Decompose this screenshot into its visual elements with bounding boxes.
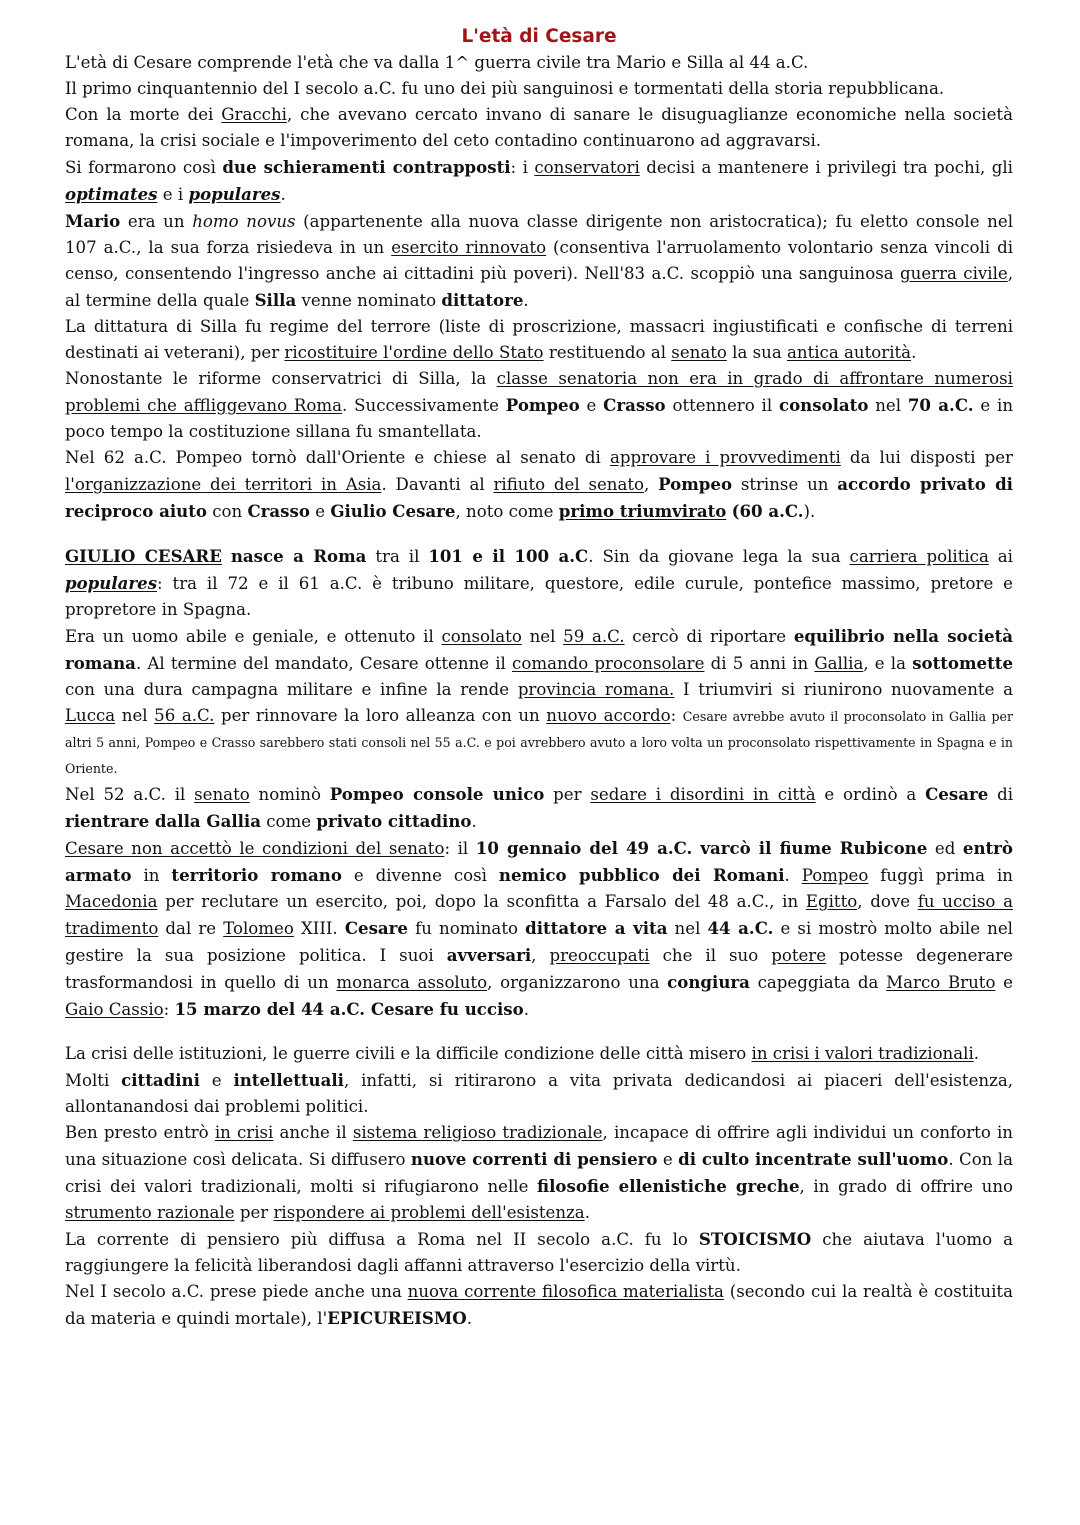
text: . (280, 185, 286, 204)
text: nel (521, 627, 564, 646)
bold-text: nemico pubblico dei Romani (498, 865, 785, 885)
underlined-text: fu ucciso a tradimento (65, 892, 1013, 938)
paragraph-gap (65, 525, 1013, 543)
text: come (260, 812, 317, 831)
underlined-text: consolato (441, 627, 522, 646)
bold-text: filosofie ellenistiche greche (537, 1176, 800, 1196)
bold-text: dittatore a vita (525, 918, 668, 938)
text: Molti (65, 1071, 122, 1090)
text: , organizzarono una (487, 973, 668, 992)
underlined-text: Lucca (65, 706, 116, 725)
text: che aiutava l'uomo a raggiungere la felicità liberandosi dagli affanni attraverso l'esercizio della virtù. (65, 1230, 1013, 1275)
text: . (584, 1203, 590, 1222)
text: e (657, 1150, 679, 1169)
text: . (466, 1309, 473, 1328)
bold-text: congiura (667, 972, 750, 992)
underlined-text: sistema religioso tradizionale (352, 1123, 603, 1142)
text: La dittatura di Silla fu regime del terrore (liste di proscrizione, massacri ingiustificati e confische di terreni destinati ai veterani), per (65, 317, 1013, 362)
text: . Davanti al (381, 475, 494, 494)
text: e si mostrò molto abile nel gestire la sua posizione politica. I suoi (65, 919, 1013, 965)
bold-text: di culto incentrate sull'uomo (678, 1149, 949, 1169)
text: , in grado di offrire uno (799, 1177, 1013, 1196)
text: potesse degenerare trasformandosi in quello di un (65, 946, 1013, 992)
bold-text: Cesare (344, 918, 408, 938)
underlined-text: in crisi (214, 1123, 274, 1142)
text: Nel 62 a.C. Pompeo tornò dall'Oriente e chiese al senato di (65, 448, 610, 467)
underlined-text: comando proconsolare (512, 654, 705, 673)
bold-text: privato cittadino (316, 811, 472, 831)
text: , che avevano cercato invano di sanare le disuguaglianze economiche nella società romana, la crisi sociale e l'impoverimento del ceto contadino continuarono ad aggravarsi. (65, 105, 1013, 150)
text: : (163, 1000, 175, 1019)
text: , (644, 475, 659, 494)
bold-text: 44 a.C. (707, 918, 774, 938)
underlined-text: provincia romana. (517, 680, 675, 699)
bold-text: nasce a Roma (230, 546, 367, 566)
text: venne nominato (296, 291, 442, 310)
text: per (234, 1203, 274, 1222)
underlined-text: Macedonia (65, 892, 158, 911)
text: Nel I secolo a.C. prese piede anche una (65, 1282, 408, 1301)
text: . Con la crisi dei valori tradizionali, molti si rifugiarono nelle (65, 1150, 1013, 1196)
text: fuggì prima in (868, 866, 1013, 885)
paragraph (65, 1279, 1013, 1332)
bold-text: cittadini (121, 1070, 200, 1090)
bold-underlined-text: GIULIO CESARE (65, 546, 222, 566)
text: anche il (273, 1123, 353, 1142)
text: che il suo (649, 946, 772, 965)
underlined-text: sedare i disordini in città (590, 785, 816, 804)
page-title: L'età di Cesare (461, 26, 617, 47)
text: . (784, 866, 802, 885)
underlined-text: Egitto (805, 892, 858, 911)
bold-text: dittatore (441, 290, 524, 310)
underlined-text: Marco Bruto (886, 973, 996, 992)
underlined-text: 56 a.C. (154, 706, 215, 725)
text: e (309, 502, 331, 521)
text: . Successivamente (342, 396, 506, 415)
text: capeggiata da (749, 973, 887, 992)
bold-text: nuove correnti di pensiero (410, 1149, 658, 1169)
bold-text: (60 a.C. (731, 501, 804, 521)
text: . Al termine del mandato, Cesare ottenne il (135, 654, 513, 673)
underlined-text: senato (194, 785, 250, 804)
underlined-text: rifiuto del senato (493, 475, 645, 494)
bold-text: 10 gennaio del 49 a.C. varcò il fiume Rubicone (475, 838, 928, 858)
text: , e la (863, 654, 913, 673)
text: ottennero il (665, 396, 779, 415)
text: per rinnovare la loro alleanza con un (214, 706, 547, 725)
text: Nonostante le riforme conservatrici di Silla, la (65, 369, 497, 388)
text: da lui disposti per (840, 448, 1013, 467)
underlined-text: nuova corrente filosofica materialista (407, 1282, 724, 1301)
text: . (973, 1044, 980, 1063)
bold-text: EPICUREISMO (327, 1308, 467, 1328)
text: per (544, 785, 591, 804)
text: ed (927, 839, 963, 858)
bold-text: 101 e il 100 a.C (428, 546, 589, 566)
bold-underlined-text: primo triumvirato (558, 501, 727, 521)
underlined-text: Pompeo (801, 866, 869, 885)
bold-text: Giulio Cesare (330, 501, 456, 521)
text: per reclutare un esercito, poi, dopo la sconfitta a Farsalo del 48 a.C., in (157, 892, 806, 911)
bold-text: 15 marzo del 44 a.C. Cesare fu ucciso (174, 999, 524, 1019)
text: , al termine della quale (65, 264, 1013, 310)
bold-text: entrò armato (65, 838, 1013, 885)
underlined-text: 59 a.C. (563, 627, 625, 646)
text: Nel 52 a.C. il (65, 785, 195, 804)
bold-text: Pompeo (505, 395, 580, 415)
underlined-text: in crisi i valori tradizionali (751, 1044, 974, 1063)
text: . (911, 343, 917, 362)
text: tra il (366, 547, 429, 566)
text: con una dura campagna militare e infine la rende (65, 680, 518, 699)
bold-text: Crasso (603, 395, 666, 415)
text: . Sin da giovane lega la sua (588, 547, 850, 566)
text: e in poco tempo la costituzione sillana fu smantellata. (65, 396, 1014, 441)
text: decisi a mantenere i privilegi tra pochi, gli (639, 158, 1013, 177)
text: : (670, 706, 683, 725)
text: nel (667, 919, 708, 938)
underlined-text: potere (771, 946, 827, 965)
bold-text: equilibrio nella società romana (65, 626, 1013, 673)
paragraph (65, 1226, 1013, 1279)
bold-text: consolato (778, 395, 869, 415)
paragraph (65, 366, 1013, 445)
text: e (579, 396, 604, 415)
underlined-text: Gracchi (221, 105, 287, 124)
small-note-text: Cesare avrebbe avuto il proconsolato in Gallia per altri 5 anni, Pompeo e Crasso sarebbero stati consoli nel 55 a.C. e poi avrebbero avuto a loro volta un proconsolato rispettivamente in Spagna e in Oriente. (65, 709, 1013, 776)
text: fu nominato (407, 919, 526, 938)
text: la sua (726, 343, 787, 362)
bold-text: Silla (254, 290, 297, 310)
text: (secondo cui la realtà è costituita da materia e quindi mortale), l' (65, 1282, 1013, 1328)
underlined-text: classe senatoria non era in grado di affrontare numerosi problemi che affliggevano Roma (65, 369, 1013, 415)
text: nominò (249, 785, 330, 804)
paragraph (65, 445, 1013, 525)
text: e i (157, 185, 189, 204)
text: era un (120, 212, 193, 231)
text: e ordinò a (815, 785, 926, 804)
paragraph (65, 314, 1013, 366)
bold-text: Cesare (925, 784, 989, 804)
text: I triumviri si riunirono nuovamente a (674, 680, 1013, 699)
paragraph (65, 1067, 1013, 1120)
underlined-text: Gallia (814, 654, 864, 673)
bold-text: avversari (446, 945, 532, 965)
paragraph (65, 1120, 1013, 1226)
text: Con la morte dei (65, 105, 222, 124)
italic-text: homo novus (192, 212, 296, 231)
underlined-text: Cesare non accettò le condizioni del senato (65, 839, 445, 858)
text: e (995, 973, 1013, 992)
bold-text: due schieramenti contrapposti (222, 157, 511, 177)
text: : i (510, 158, 535, 177)
paragraph (65, 543, 1013, 623)
text: Il primo cinquantennio del I secolo a.C. fu uno dei più sanguinosi e tormentati della storia repubblicana. (65, 79, 945, 98)
paragraph (65, 208, 1013, 314)
paragraph-gap (65, 1023, 1013, 1041)
text: . (471, 812, 477, 831)
paragraph (65, 76, 1013, 102)
underlined-text: senato (671, 343, 727, 362)
bold-text: territorio romano (171, 865, 342, 885)
text: ). (803, 502, 816, 521)
text: L'età di Cesare comprende l'età che va dalla 1^ guerra civile tra Mario e Silla al 44 a.C. (65, 53, 809, 72)
text: . (523, 291, 529, 310)
underlined-text: preoccupati (549, 946, 650, 965)
underlined-text: ricostituire l'ordine dello Stato (284, 343, 544, 362)
bold-text: Pompeo console unico (329, 784, 545, 804)
text: (consentiva l'arruolamento volontario senza vincoli di censo, consentendo l'ingresso anche ai cittadini più poveri). Nell'83 a.C. scoppiò una sanguinosa (65, 238, 1014, 283)
bold-text: intellettuali (233, 1070, 344, 1090)
paragraph (65, 781, 1013, 835)
text: : il (444, 839, 476, 858)
text: e divenne così (341, 866, 499, 885)
underlined-text: esercito rinnovato (391, 238, 547, 257)
text: strinse un (732, 475, 838, 494)
bold-text: Mario (65, 211, 121, 231)
bold-text: sottomette (912, 653, 1013, 673)
text: , noto come (455, 502, 559, 521)
text: La crisi delle istituzioni, le guerre civili e la difficile condizione delle città misero (65, 1044, 752, 1063)
bold-text: Pompeo (658, 474, 733, 494)
text (222, 547, 231, 566)
text: , incapace di offrire agli individui un conforto in una situazione così delicata. Si diffusero (65, 1123, 1013, 1169)
underlined-text: Gaio Cassio (65, 1000, 164, 1019)
bold-text: 70 a.C. (907, 395, 974, 415)
text: Era un uomo abile e geniale, e ottenuto il (65, 627, 442, 646)
paragraph (65, 835, 1013, 1023)
text: , infatti, si ritirarono a vita privata dedicandosi ai piaceri dell'esistenza, allontanandosi dai problemi politici. (65, 1071, 1013, 1116)
text: e (199, 1071, 234, 1090)
underlined-text: conservatori (534, 158, 640, 177)
text: con (206, 502, 248, 521)
paragraph (65, 50, 1013, 76)
underlined-text: carriera politica (849, 547, 989, 566)
underlined-text: monarca assoluto (336, 973, 488, 992)
text: La corrente di pensiero più diffusa a Roma nel II secolo a.C. fu lo (65, 1230, 699, 1249)
text: nel (868, 396, 908, 415)
document-page (65, 24, 1013, 1332)
text: restituendo al (543, 343, 672, 362)
paragraph (65, 623, 1013, 781)
text: di 5 anni in (704, 654, 815, 673)
text: dal re (158, 919, 224, 938)
text: Ben presto entrò (65, 1123, 215, 1142)
text: in (131, 866, 172, 885)
paragraph (65, 154, 1013, 208)
text: , (531, 946, 550, 965)
underlined-text: l'organizzazione dei territori in Asia (65, 475, 382, 494)
text: , dove (857, 892, 918, 911)
bold-underlined-text: optimates (65, 184, 158, 204)
underlined-text: strumento razionale (65, 1203, 235, 1222)
paragraph (65, 102, 1013, 154)
bold-underlined-text: populares (65, 573, 158, 593)
bold-text: accordo privato di reciproco aiuto (65, 474, 1013, 521)
underlined-text: guerra civile (900, 264, 1008, 283)
bold-text: rientrare dalla Gallia (65, 811, 261, 831)
text: ai (988, 547, 1013, 566)
text: XIII. (293, 919, 345, 938)
underlined-text: Tolomeo (223, 919, 294, 938)
underlined-text: rispondere ai problemi dell'esistenza (273, 1203, 585, 1222)
paragraph (65, 1041, 1013, 1067)
bold-underlined-text: populares (188, 184, 281, 204)
underlined-text: antica autorità (787, 343, 912, 362)
text: . (523, 1000, 529, 1019)
text: Si formarono così (65, 158, 223, 177)
text: di (988, 785, 1014, 804)
bold-text: Crasso (247, 501, 310, 521)
underlined-text: nuovo accordo (546, 706, 671, 725)
underlined-text: approvare i provvedimenti (609, 448, 841, 467)
bold-text: STOICISMO (698, 1229, 812, 1249)
text: nel (115, 706, 155, 725)
text: (appartenente alla nuova classe dirigente non aristocratica); fu eletto console nel 107 a.C., la sua forza risiedeva in un (65, 212, 1013, 257)
text: cercò di riportare (624, 627, 794, 646)
text: : tra il 72 e il 61 a.C. è tribuno militare, questore, edile curule, pontefice massimo, pretore e propretore in Spagna. (65, 574, 1013, 619)
